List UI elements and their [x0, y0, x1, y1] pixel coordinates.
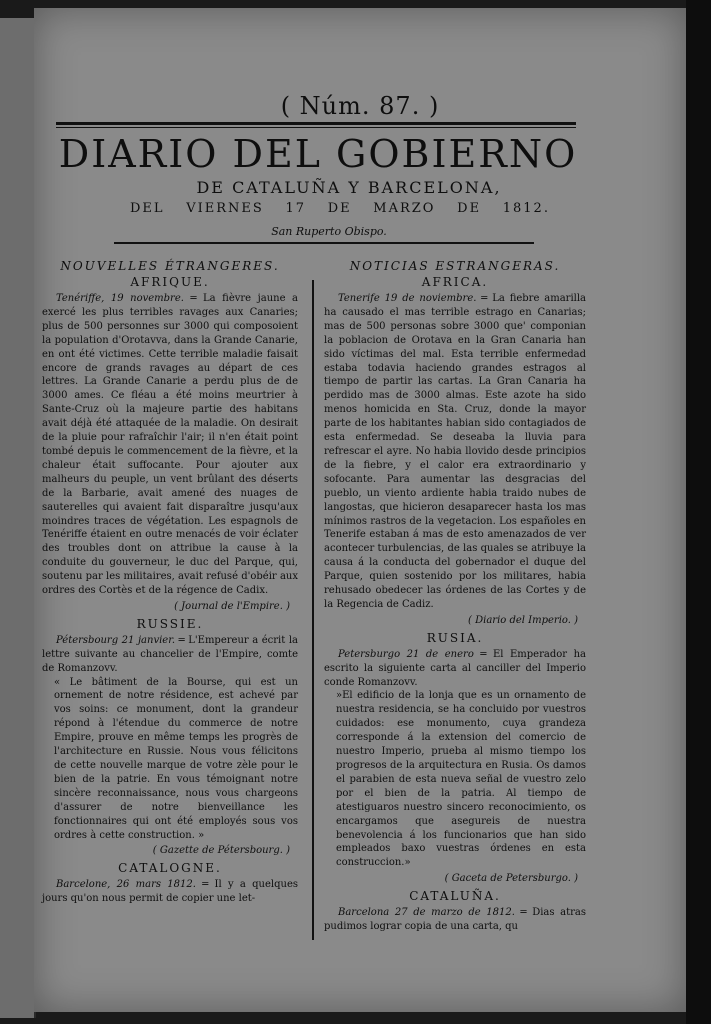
article-dateline: Barcelona 27 de marzo de 1812. ═: [338, 907, 527, 919]
spanish-column: [324, 258, 586, 934]
column-divider: [312, 280, 314, 940]
newspaper-page: [34, 8, 686, 1012]
spanish-russia-article: [324, 648, 586, 690]
french-russia-article: [42, 634, 298, 676]
article-body: El Emperador ha escrito la siguiente carta al canciller del Imperio conde Romanzovv.: [324, 648, 586, 688]
dateline-word: DEL: [130, 201, 165, 216]
french-catalonia-title: CATALOGNE.: [118, 861, 222, 876]
french-africa-article: [42, 292, 298, 598]
article-dateline: Pétersbourg 21 janvier. ═: [56, 634, 185, 646]
article-body: Il y a quelques jours qu'on nous permit de copier une let-: [42, 879, 298, 905]
french-heading: NOUVELLES ÉTRANGERES.: [60, 259, 280, 273]
left-page-edge: [0, 18, 36, 1018]
article-body: La fiebre amarilla ha causado el mas terrible estrago en Canarias; mas de 500 personas sobre 3000 que' componian la poblacion de Orotava en la Gran Canaria han sido víctimas del mal. Esta terrible enfermedad estaba todavia haciendo grandes estragos al tiempo de partir las cartas. La Gran Canaria ha perdido mas de 3000 almas. Este azote ha sido menos homicida en Sta. Cruz, donde la mayor parte de los habitantes habian sido contagiados de esta enfermedad. Se deseaba la lluvia para refrescar el ayre. No habia llovido desde principios de la fiebre, y el calor era extraordinario y sofocante. Para aumentar las desgracias del pueblo, un viento ardiente habia traido nubes de langostas, que hicieron desaparecer hasta los mas mínimos rastros de la vegetacion. Los españoles en Tenerife estaban á mas de esto amenazados de ver acontecer turbulencias, de las quales se atribuye la causa á la conducta del gobernador el duque del Parque, quien sostenido por los militares, habia rehusado obedecer las órdenes de las Cortes y de la Regencia de Cadiz.: [324, 293, 587, 610]
french-russia-title: RUSSIE.: [136, 616, 204, 631]
french-column: [42, 258, 298, 906]
saint-of-day: San Ruperto Obispo.: [271, 225, 387, 238]
right-background: [686, 0, 711, 1024]
top-rule-thin: [56, 127, 576, 128]
spanish-russia-letter: »El edificio de la lonja que es un ornamento de nuestra residencia, se ha concluido por vuestros cuidados: ese monumento, cuya grandeza corresponde á la extension del comercio de nuestro Imperio, prueba al mismo tiempo los progresos de la arquitectura en Rusia. Os damos el parabien de esta nueva señal de vuestro zelo por el bien de la patria. Al tiempo de atestiguaros nuestro sincero reconocimiento, os encargamos que asegureis de nuestra benevolencia á los funcionarios que han sido empleados baxo vuestras órdenes en esta construccion.»: [336, 690, 586, 869]
masthead-subtitle: DE CATALUÑA Y BARCELONA,: [196, 178, 502, 197]
french-russia-letter: « Le bâtiment de la Bourse, qui est un ornement de notre résidence, est achevé par vos soins: ce monument, dont la grandeur répond à l'étendue du commerce de notre Empire, prouve en même temps les progrès de l'architecture en Russie. Nous vous félicitons de cette nouvelle marque de votre zèle pour le bien de la patrie. En vous témoignant notre sincère reconnaissance, nous vous chargeons d'assurer de notre bienveillance les fonctionnaires qui ont été employés sous vos ordres à cette construction. »: [54, 676, 298, 841]
article-body: L'Empereur a écrit la lettre suivante au chancelier de l'Empire, comte de Romanzovv.: [42, 634, 298, 674]
spanish-russia-source: ( Gaceta de Petersburgo. ): [444, 873, 578, 885]
spanish-russia-title: RUSIA.: [426, 630, 484, 645]
dateline-word: MARZO: [373, 201, 436, 216]
dateline-word: 1812.: [502, 201, 550, 216]
spanish-africa-article: [324, 292, 586, 612]
dateline-word: DE: [457, 201, 482, 216]
french-russia-source: ( Gazette de Pétersbourg. ): [152, 845, 290, 857]
article-body: Dias atras pudimos lograr copia de una carta, qu: [324, 907, 587, 933]
spanish-catalonia-article: [324, 906, 586, 934]
spanish-catalonia-title: CATALUÑA.: [409, 889, 501, 904]
article-dateline: Barcelone, 26 mars 1812. ═: [56, 879, 209, 891]
spanish-heading: NOTICIAS ESTRANGERAS.: [349, 259, 561, 273]
french-catalonia-article: [42, 878, 298, 906]
article-dateline: Tenerife 19 de noviembre. ═: [338, 293, 488, 304]
french-africa-title: AFRIQUE.: [130, 275, 210, 289]
issue-number: ( Núm. 87. ): [280, 92, 440, 120]
article-body: La fièvre jaune a exercé les plus terribles ravages aux Canaries; plus de 500 personnes sur 3000 qui composoient la population d'Orotavva, dans la Grande Canarie, en ont été victimes. Cette terrible maladie faisait encore de grands ravages au départ de ces lettres. La Grande Canarie a perdu plus de de 3000 ames. Ce fléau a été moins meurtrier à Sante-Cruz où la majeure partie des habitans avait déjà été attaquée de la maladie. On desirait de la pluie pour rafraîchir l'air; il n'en était point tombé depuis le commencement de la fièvre, et la chaleur était suffocante. Pour ajouter aux malheurs du peuple, un vent brûlant des déserts de la Barbarie, avait amené des nuages de sauterelles qui avaient fait disparaître jusqu'aux moindres traces de végétation. Les espagnols de Tenériffe étaient en outre menacés de voir éclater des troubles dont on attribue la cause à la conduite du gouverneur, le duc del Parque, qui, soutenu par les militaires, avait refusé d'obéir aux ordres des Cortès et de la régence de Cadix.: [42, 293, 299, 597]
header-rule: [114, 242, 534, 244]
article-dateline: Tenériffe, 19 novembre. ═: [56, 293, 197, 304]
spanish-africa-title: AFRICA.: [421, 275, 489, 289]
french-africa-source: ( Journal de l'Empire. ): [174, 600, 290, 612]
article-dateline: Petersburgo 21 de enero ═: [338, 648, 487, 660]
top-rule: [56, 122, 576, 125]
dateline-word: VIERNES: [186, 201, 264, 216]
masthead-title: DIARIO DEL GOBIERNO: [58, 132, 578, 176]
dateline: [130, 201, 550, 216]
dateline-word: 17: [285, 201, 307, 216]
dateline-word: DE: [327, 201, 352, 216]
spanish-africa-source: ( Diario del Imperio. ): [468, 614, 578, 626]
